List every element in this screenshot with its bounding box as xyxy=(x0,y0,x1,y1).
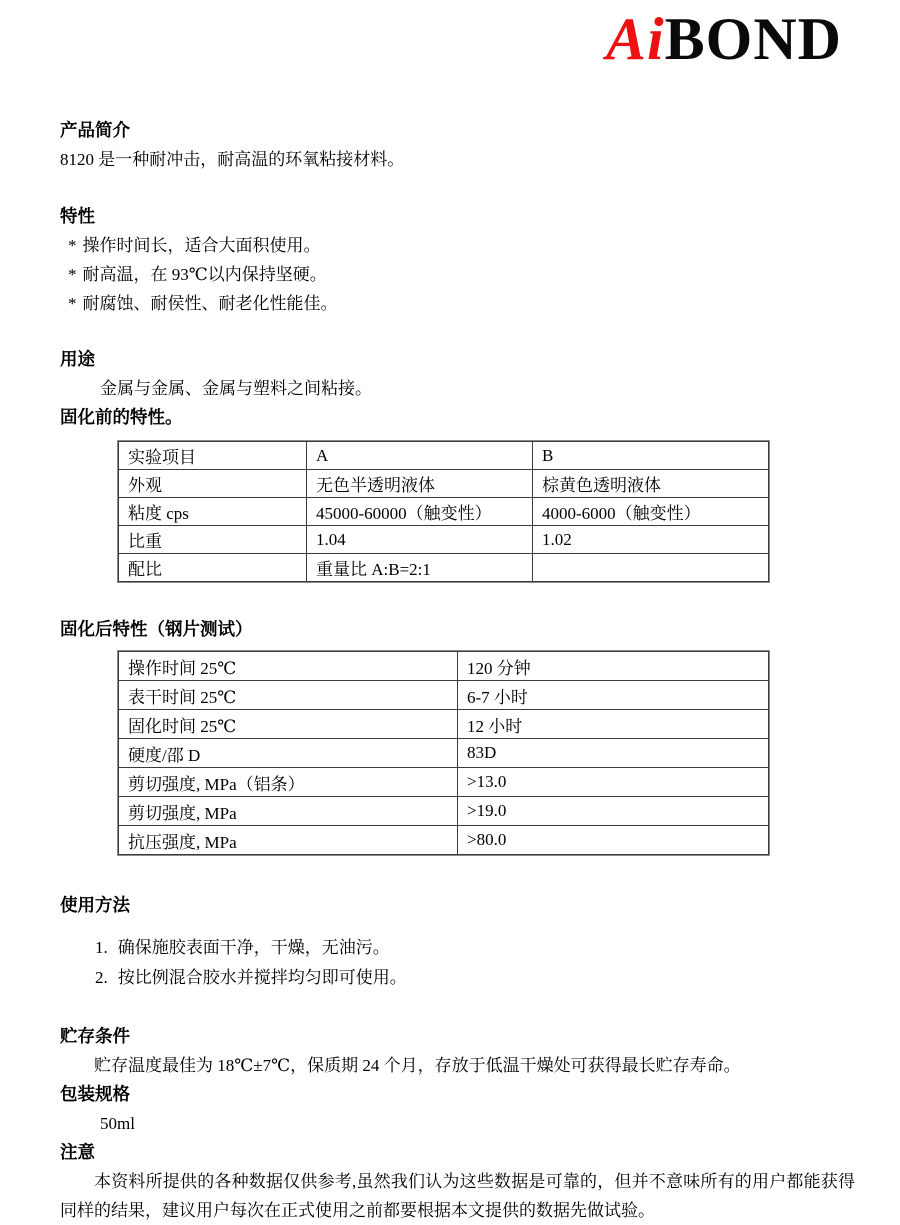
table-cell: B xyxy=(533,442,769,470)
features-heading: 特性 xyxy=(60,206,95,226)
packaging-heading: 包装规格 xyxy=(60,1084,130,1104)
feature-item-text: 耐腐蚀、耐侯性、耐老化性能佳。 xyxy=(82,294,338,313)
step-text: 确保施胶表面干净，干燥，无油污。 xyxy=(117,938,390,957)
table-cell: 120 分钟 xyxy=(458,652,769,681)
table-cell: 83D xyxy=(458,739,769,768)
feature-item xyxy=(60,289,860,318)
table-row xyxy=(119,826,769,855)
table-row xyxy=(119,681,769,710)
step-number: 2. xyxy=(95,968,108,987)
table-cell: 比重 xyxy=(119,526,307,554)
precure-table xyxy=(118,441,769,582)
intro-heading: 产品简介 xyxy=(60,120,130,140)
feature-item-text: 操作时间长，适合大面积使用。 xyxy=(82,236,321,255)
brand-logo xyxy=(606,6,842,72)
notice-heading: 注意 xyxy=(60,1142,95,1162)
table-row xyxy=(119,554,769,582)
usage-heading: 用途 xyxy=(60,349,95,369)
asterisk-bullet: * xyxy=(68,265,77,284)
feature-item xyxy=(60,260,860,289)
table-cell: 6-7 小时 xyxy=(458,681,769,710)
feature-item-text: 耐高温，在 93℃以内保持坚硬。 xyxy=(82,265,327,284)
table-cell xyxy=(533,554,769,582)
method-step xyxy=(60,963,860,993)
logo-bond: BOND xyxy=(664,6,842,72)
table-row xyxy=(119,739,769,768)
table-cell: 配比 xyxy=(119,554,307,582)
table-cell: >80.0 xyxy=(458,826,769,855)
step-text: 按比例混合胶水并搅拌均匀即可使用。 xyxy=(117,968,407,987)
method-step xyxy=(60,933,860,963)
table-row xyxy=(119,526,769,554)
table-cell: 粘度 cps xyxy=(119,498,307,526)
packaging-body: 50ml xyxy=(100,1114,135,1133)
table-cell: 45000-60000（触变性） xyxy=(307,498,533,526)
feature-item xyxy=(60,231,860,260)
step-number: 1. xyxy=(95,938,108,957)
table-cell: 硬度/邵 D xyxy=(119,739,458,768)
table-row xyxy=(119,498,769,526)
table-row xyxy=(119,710,769,739)
table-row xyxy=(119,652,769,681)
notice-body: 本资料所提供的各种数据仅供参考,虽然我们认为这些数据是可靠的，但并不意味所有的用户都能获得同样的结果，建议用户每次在正式使用之前都要根据本文提供的数据先做试验。 xyxy=(60,1172,855,1220)
postcure-table xyxy=(118,651,769,855)
asterisk-bullet: * xyxy=(68,236,77,255)
logo-row xyxy=(60,0,860,92)
table-cell: >13.0 xyxy=(458,768,769,797)
method-heading: 使用方法 xyxy=(60,895,130,915)
table-row xyxy=(119,797,769,826)
table-cell: 外观 xyxy=(119,470,307,498)
table-cell: 表干时间 25℃ xyxy=(119,681,458,710)
table-cell: A xyxy=(307,442,533,470)
table-cell: 实验项目 xyxy=(119,442,307,470)
table-row xyxy=(119,442,769,470)
precure-heading: 固化前的特性。 xyxy=(60,407,183,427)
table-cell: 抗压强度, MPa xyxy=(119,826,458,855)
table-cell: 1.04 xyxy=(307,526,533,554)
usage-body: 金属与金属、金属与塑料之间粘接。 xyxy=(100,379,372,398)
table-row xyxy=(119,768,769,797)
table-cell: 剪切强度, MPa xyxy=(119,797,458,826)
table-cell: 12 小时 xyxy=(458,710,769,739)
table-row xyxy=(119,470,769,498)
storage-heading: 贮存条件 xyxy=(60,1026,130,1046)
table-cell: 棕黄色透明液体 xyxy=(533,470,769,498)
intro-body: 8120 是一种耐冲击，耐高温的环氧粘接材料。 xyxy=(60,150,405,169)
table-cell: 4000-6000（触变性） xyxy=(533,498,769,526)
table-cell: 1.02 xyxy=(533,526,769,554)
table-cell: 无色半透明液体 xyxy=(307,470,533,498)
table-cell: 重量比 A:B=2:1 xyxy=(307,554,533,582)
logo-ai: Ai xyxy=(605,6,665,72)
table-cell: 操作时间 25℃ xyxy=(119,652,458,681)
table-cell: 剪切强度, MPa（铝条） xyxy=(119,768,458,797)
table-cell: 固化时间 25℃ xyxy=(119,710,458,739)
table-cell: >19.0 xyxy=(458,797,769,826)
storage-body: 贮存温度最佳为 18℃±7℃，保质期 24 个月，存放于低温干燥处可获得最长贮存寿命。 xyxy=(94,1056,741,1075)
postcure-heading: 固化后特性（钢片测试） xyxy=(60,619,253,639)
asterisk-bullet: * xyxy=(68,294,77,313)
